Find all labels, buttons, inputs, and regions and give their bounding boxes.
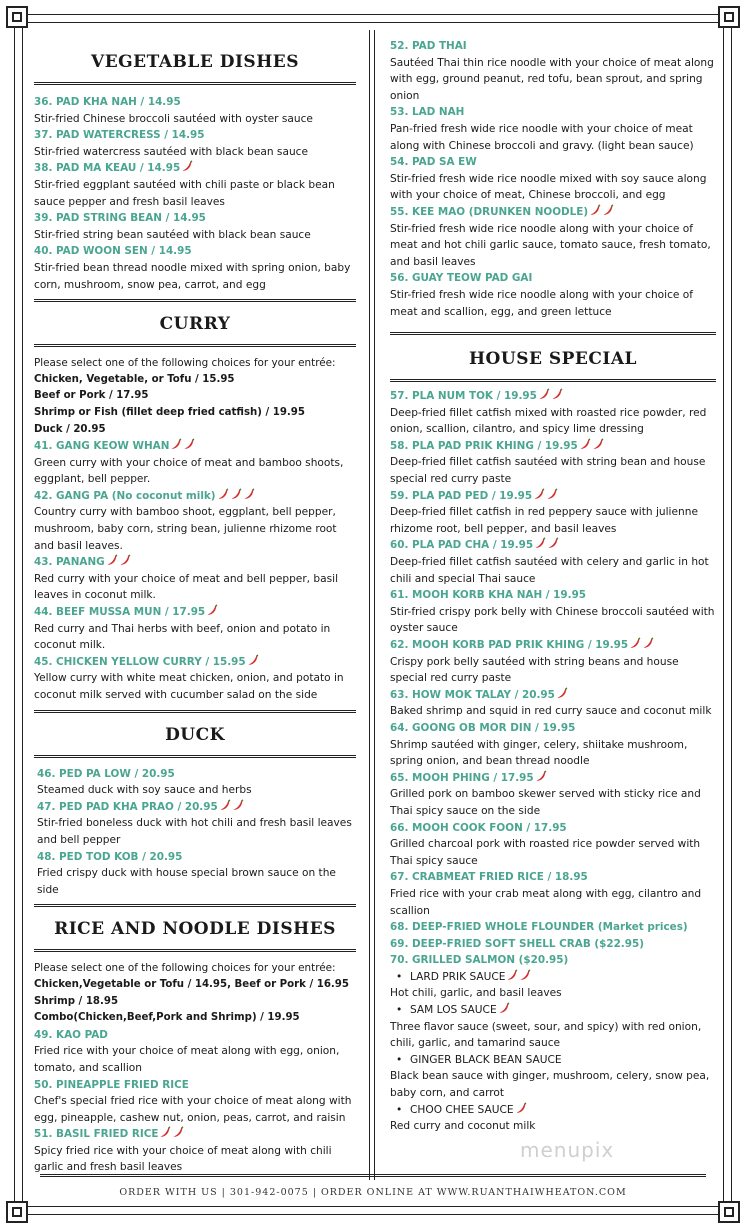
item-name xyxy=(390,204,716,221)
chili-pepper-icon xyxy=(535,770,547,782)
chili-pepper-icon xyxy=(538,388,550,400)
chili-pepper-icon xyxy=(183,438,195,450)
vegetable-section xyxy=(34,52,356,293)
item-name xyxy=(390,770,716,787)
item-name-text: 43. PANANG xyxy=(34,556,105,569)
item-description: Stir-fried string bean sautéed with black bean sauce xyxy=(34,228,311,241)
chili-pepper-icon xyxy=(506,969,518,981)
section-title: CURRY xyxy=(159,314,231,335)
sauce-name xyxy=(390,969,716,986)
item-description: Sautéed Thai thin rice noodle with your choice of meat along with egg, ground peanut, red tofu, bean sprout, and spring onion xyxy=(390,56,714,102)
item-name-text: 56. GUAY TEOW PAD GAI xyxy=(390,272,533,285)
item-name-text: 69. DEEP-FRIED SOFT SHELL CRAB ($22.95) xyxy=(390,937,644,950)
chili-pepper-icon xyxy=(181,160,193,172)
item-name xyxy=(34,604,356,621)
sauce-item xyxy=(390,1102,716,1135)
item-name xyxy=(390,388,716,405)
item-name-text: 61. MOOH KORB KHA NAH / 19.95 xyxy=(390,589,587,602)
item-name-text: 41. GANG KEOW WHAN xyxy=(34,440,170,453)
item-name-text: CHOO CHEE SAUCE xyxy=(410,1103,514,1116)
menu-item xyxy=(37,849,356,899)
watermark-logo: menupix xyxy=(520,1138,615,1162)
menu-item xyxy=(34,160,356,210)
sauce-item xyxy=(390,1052,716,1102)
chili-pepper-icon xyxy=(519,969,531,981)
item-name xyxy=(390,104,716,121)
item-name-text: 42. GANG PA (No coconut milk) xyxy=(34,489,216,502)
chili-pepper-icon xyxy=(106,554,118,566)
chili-pepper-icon xyxy=(119,554,131,566)
item-description: Fried rice with your crab meat along with egg, cilantro and scallion xyxy=(390,887,702,917)
item-name xyxy=(34,488,356,505)
item-name xyxy=(390,154,716,171)
item-description: Green curry with your choice of meat and bamboo shoots, eggplant, bell pepper. xyxy=(34,456,344,486)
section-rule xyxy=(34,904,356,907)
chili-pepper-icon xyxy=(230,488,242,500)
corner-ornament-top-right xyxy=(718,6,740,28)
item-description: Shrimp sautéed with ginger, celery, shiitake mushroom, spring onion, and bean thread noodle xyxy=(390,738,688,768)
sauce-name xyxy=(390,1052,716,1069)
item-name-text: 38. PAD MA KEAU / 14.95 xyxy=(34,162,181,175)
chili-pepper-icon xyxy=(579,438,591,450)
section-title: RICE AND NOODLE DISHES xyxy=(54,919,336,940)
item-description: Pan-fried fresh wide rice noodle with your choice of meat along with Chinese broccoli and gravy. (light bean sauce) xyxy=(390,122,694,152)
sauce-name xyxy=(390,1002,716,1019)
column-divider xyxy=(369,30,375,1180)
menu-item xyxy=(390,936,716,953)
rice-section xyxy=(34,904,356,1176)
item-description: Stir-fried fresh wide rice noodle along with your choice of meat and hot chili garlic sauce, tomato sauce, fresh tomato, and basil leaves xyxy=(390,222,711,268)
chili-pepper-icon xyxy=(247,654,259,666)
item-name-text: GINGER BLACK BEAN SAUCE xyxy=(410,1053,562,1066)
item-name-text: 36. PAD KHA NAH / 14.95 xyxy=(34,96,181,108)
choice-line: Chicken, Vegetable, or Tofu / 15.95 xyxy=(34,373,235,385)
item-name xyxy=(390,820,716,837)
right-column xyxy=(390,30,716,1135)
corner-ornament-bottom-left xyxy=(6,1201,28,1223)
item-name-text: 51. BASIL FRIED RICE xyxy=(34,1128,159,1141)
sauce-item xyxy=(390,1002,716,1052)
item-description: Grilled charcoal pork with roasted rice powder served with Thai spicy sauce xyxy=(390,838,701,867)
chili-pepper-icon xyxy=(589,204,601,216)
chili-pepper-icon xyxy=(546,488,558,500)
item-name-text: 58. PLA PAD PRIK KHING / 19.95 xyxy=(390,439,578,452)
item-description: Chef's special fried rice with your choice of meat along with egg, pineapple, cashew nut, onion, peas, carrot, and raisin xyxy=(34,1095,352,1124)
item-description: Stir-fried boneless duck with hot chili and fresh basil leaves and bell pepper xyxy=(37,817,352,846)
menu-item xyxy=(390,919,716,936)
item-description: Steamed duck with soy sauce and herbs xyxy=(37,784,252,797)
menu-item xyxy=(37,766,356,799)
chili-pepper-icon xyxy=(551,388,563,400)
item-name-text: 37. PAD WATERCRESS / 14.95 xyxy=(34,129,205,142)
choice-line: Beef or Pork / 17.95 xyxy=(34,390,149,402)
item-description: Three flavor sauce (sweet, sour, and spicy) with red onion, chili, garlic, and tamarind sauce xyxy=(390,1020,702,1050)
item-description: Baked shrimp and squid in red curry sauce and coconut milk xyxy=(390,705,712,718)
menu-item xyxy=(34,1077,356,1127)
item-name xyxy=(34,554,356,571)
item-description: Stir-fried Chinese broccoli sautéed with oyster sauce xyxy=(34,112,313,125)
item-description: Deep-fried fillet catfish mixed with roasted rice powder, red onion, scallion, cilantro, and spicy lime dressing xyxy=(390,406,707,436)
item-name xyxy=(37,766,356,783)
item-name xyxy=(34,210,356,227)
item-name-text: 52. PAD THAI xyxy=(390,40,467,52)
item-description: Deep-fried fillet catfish sautéed with string bean and house special red curry paste xyxy=(390,456,706,486)
item-name xyxy=(34,243,356,260)
item-name-text: 65. MOOH PHING / 17.95 xyxy=(390,771,534,784)
item-name-text: 57. PLA NUM TOK / 19.95 xyxy=(390,390,537,403)
item-description: Fried crispy duck with house special brown sauce on the side xyxy=(37,867,336,896)
menu-item xyxy=(390,820,716,870)
item-name-text: 60. PLA PAD CHA / 19.95 xyxy=(390,539,534,552)
item-name-text: 70. GRILLED SALMON ($20.95) xyxy=(390,954,569,967)
curry-section xyxy=(34,299,356,703)
chili-pepper-icon xyxy=(498,1002,510,1014)
menu-item xyxy=(390,270,716,320)
menu-item xyxy=(34,488,356,554)
item-name xyxy=(37,799,356,816)
menu-item xyxy=(390,952,716,969)
menu-item xyxy=(390,587,716,637)
item-description: Stir-fried watercress sautéed with black bean sauce xyxy=(34,145,308,158)
item-description: Stir-fried fresh wide rice noodle mixed with soy sauce along with your choice of meat, Chinese broccoli, and egg xyxy=(390,172,707,202)
item-description: Country curry with bamboo shoot, eggplant, bell pepper, mushroom, baby corn, string bean, julienne rhizome root and basil leaves. xyxy=(34,506,337,552)
item-name xyxy=(37,849,356,866)
section-title: VEGETABLE DISHES xyxy=(91,52,299,72)
footer-rule xyxy=(40,1174,706,1177)
item-description: Deep-fried fillet catfish sautéed with celery and garlic in hot chili and special Thai sauce xyxy=(390,556,709,585)
duck-section xyxy=(34,710,356,899)
item-name-text: 47. PED PAD KHA PRAO / 20.95 xyxy=(37,800,218,813)
menu-item xyxy=(390,770,716,820)
menu-item xyxy=(390,154,716,204)
corner-ornament-bottom-right xyxy=(718,1201,740,1223)
chili-pepper-icon xyxy=(534,537,546,549)
item-description: Red curry and coconut milk xyxy=(390,1120,536,1133)
item-name-text: 63. HOW MOK TALAY / 20.95 xyxy=(390,688,555,701)
item-name xyxy=(390,488,716,505)
chili-pepper-icon xyxy=(602,204,614,216)
left-column xyxy=(34,30,356,1176)
item-name-text: 62. MOOH KORB PAD PRIK KHING / 19.95 xyxy=(390,639,629,651)
choice-line: Combo(Chicken,Beef,Pork and Shrimp) / 19.95 xyxy=(34,1012,300,1024)
sauce-name xyxy=(390,1102,716,1119)
item-description: Black bean sauce with ginger, mushroom, celery, snow pea, baby corn, and carrot xyxy=(390,1070,710,1100)
item-description: Stir-fried fresh wide rice noodle along with your choice of meat and scallion, egg, and green lettuce xyxy=(390,288,694,318)
choice-line: Duck / 20.95 xyxy=(34,423,106,435)
item-name-text: LARD PRIK SAUCE xyxy=(410,970,506,983)
item-name-text: 55. KEE MAO (DRUNKEN NOODLE) xyxy=(390,205,589,218)
item-name xyxy=(390,687,716,704)
item-list xyxy=(34,766,356,899)
chili-pepper-icon xyxy=(592,438,604,450)
sauce-list xyxy=(390,969,716,1135)
section-rule xyxy=(34,82,356,85)
item-name xyxy=(34,94,356,111)
menu-item xyxy=(390,388,716,438)
chili-pepper-icon xyxy=(159,1126,171,1138)
item-name-text: SAM LOS SAUCE xyxy=(410,1004,497,1017)
item-name xyxy=(390,952,716,969)
item-name xyxy=(390,936,716,953)
menu-item xyxy=(34,604,356,654)
section-rule xyxy=(34,710,356,713)
item-description: Hot chili, garlic, and basil leaves xyxy=(390,987,562,1000)
item-description: Stir-fried bean thread noodle mixed with spring onion, baby corn, mushroom, snow pea, carrot, and egg xyxy=(34,261,351,291)
chili-pepper-icon xyxy=(533,488,545,500)
item-name xyxy=(34,1126,356,1143)
item-name xyxy=(390,587,716,604)
chili-pepper-icon xyxy=(629,637,641,649)
menu-item xyxy=(390,869,716,919)
section-title: HOUSE SPECIAL xyxy=(469,349,637,370)
menu-item xyxy=(34,210,356,243)
menu-item xyxy=(34,127,356,160)
item-list xyxy=(34,1027,356,1176)
item-name xyxy=(34,160,356,177)
item-name-text: 64. GOONG OB MOR DIN / 19.95 xyxy=(390,721,576,734)
item-name xyxy=(34,1077,356,1094)
item-name-text: 44. BEEF MUSSA MUN / 17.95 xyxy=(34,606,206,619)
menu-item xyxy=(34,1027,356,1077)
item-name xyxy=(390,637,716,654)
item-description: Red curry and Thai herbs with beef, onion and potato in coconut milk. xyxy=(34,622,331,652)
item-name xyxy=(34,127,356,144)
item-name xyxy=(390,919,716,936)
section-rule xyxy=(390,379,716,382)
item-name-text: 54. PAD SA EW xyxy=(390,156,477,169)
menu-item xyxy=(37,799,356,849)
menu-item xyxy=(390,438,716,488)
menu-item xyxy=(34,654,356,704)
item-name xyxy=(390,438,716,455)
house-special-section xyxy=(390,332,716,1135)
menu-item xyxy=(390,687,716,720)
menu-item xyxy=(34,94,356,127)
section-rule xyxy=(34,299,356,302)
footer-order-info: ORDER WITH US | 301-942-0075 | ORDER ONLINE AT WWW.RUANTHAIWHEATON.COM xyxy=(119,1187,627,1198)
item-name xyxy=(390,720,716,737)
item-name xyxy=(34,1027,356,1044)
item-name-text: 48. PED TOD KOB / 20.95 xyxy=(37,850,183,863)
item-name-text: 53. LAD NAH xyxy=(390,106,465,119)
chili-pepper-icon xyxy=(217,488,229,500)
menu-item xyxy=(390,38,716,104)
chili-pepper-icon xyxy=(243,488,255,500)
menu-item xyxy=(390,204,716,270)
item-name-text: 46. PED PA LOW / 20.95 xyxy=(37,767,175,780)
item-name-text: 39. PAD STRING BEAN / 14.95 xyxy=(34,212,206,225)
menu-item xyxy=(34,243,356,293)
item-name-text: 40. PAD WOON SEN / 14.95 xyxy=(34,245,192,258)
item-name-text: 68. DEEP-FRIED WHOLE FLOUNDER (Market prices) xyxy=(390,921,688,934)
section-rule xyxy=(390,332,716,335)
menu-item xyxy=(34,554,356,604)
menu-item xyxy=(390,537,716,587)
chili-pepper-icon xyxy=(556,687,568,699)
choice-line: Chicken,Vegetable or Tofu / 14.95, Beef or Pork / 16.95 xyxy=(34,978,349,990)
choice-line: Shrimp or Fish (fillet deep fried catfish) / 19.95 xyxy=(34,406,305,418)
chili-pepper-icon xyxy=(547,537,559,549)
choice-line: Shrimp / 18.95 xyxy=(34,995,119,1007)
item-list xyxy=(390,38,716,320)
item-name-text: 49. KAO PAD xyxy=(34,1028,108,1041)
menu-item xyxy=(390,104,716,154)
item-name xyxy=(34,654,356,671)
item-name-text: 50. PINEAPPLE FRIED RICE xyxy=(34,1078,189,1091)
chili-pepper-icon xyxy=(515,1102,527,1114)
item-name-text: 66. MOOH COOK FOON / 17.95 xyxy=(390,821,567,834)
chili-pepper-icon xyxy=(170,438,182,450)
section-rule xyxy=(34,949,356,952)
corner-ornament-top-left xyxy=(6,6,28,28)
item-name xyxy=(34,438,356,455)
item-name xyxy=(390,38,716,55)
item-list xyxy=(34,438,356,704)
menu-item xyxy=(34,1126,356,1176)
sauce-item xyxy=(390,969,716,1002)
item-description: Stir-fried crispy pork belly with Chinese broccoli sautéed with oyster sauce xyxy=(390,605,715,635)
chili-pepper-icon xyxy=(219,799,231,811)
menu-item xyxy=(390,720,716,770)
menu-item xyxy=(390,488,716,538)
chili-pepper-icon xyxy=(206,604,218,616)
section-rule xyxy=(34,344,356,347)
item-description: Yellow curry with white meat chicken, onion, and potato in coconut milk served with cucumber salad on the side xyxy=(34,672,344,701)
menu-item xyxy=(34,438,356,488)
item-list xyxy=(34,94,356,293)
choice-intro: Please select one of the following choices for your entrée: xyxy=(34,357,336,370)
item-name-text: 45. CHICKEN YELLOW CURRY / 15.95 xyxy=(34,655,246,668)
chili-pepper-icon xyxy=(642,637,654,649)
item-name xyxy=(390,537,716,554)
choice-intro: Please select one of the following choices for your entrée: xyxy=(34,962,336,975)
section-rule xyxy=(34,755,356,758)
item-description: Stir-fried eggplant sautéed with chili paste or black bean sauce pepper and fresh basil leaves xyxy=(34,178,335,208)
chili-pepper-icon xyxy=(172,1126,184,1138)
menu-item xyxy=(390,637,716,687)
item-name xyxy=(390,869,716,886)
item-list xyxy=(390,388,716,969)
item-name xyxy=(390,270,716,287)
item-name-text: 67. CRABMEAT FRIED RICE / 18.95 xyxy=(390,871,588,884)
item-description: Crispy pork belly sautéed with string beans and house special red curry paste xyxy=(390,655,679,685)
item-description: Fried rice with your choice of meat along with egg, onion, tomato, and scallion xyxy=(34,1045,340,1074)
chili-pepper-icon xyxy=(232,799,244,811)
item-description: Deep-fried fillet catfish in red peppery sauce with julienne rhizome root, bell pepper, and basil leaves xyxy=(390,506,698,535)
item-description: Spicy fried rice with your choice of meat along with chili garlic and fresh basil leaves xyxy=(34,1144,332,1174)
item-description: Red curry with your choice of meat and bell pepper, basil leaves in coconut milk. xyxy=(34,572,339,602)
section-title: DUCK xyxy=(165,724,225,745)
item-name-text: 59. PLA PAD PED / 19.95 xyxy=(390,489,533,502)
item-description: Grilled pork on bamboo skewer served with sticky rice and Thai spicy sauce on the side xyxy=(390,788,701,817)
